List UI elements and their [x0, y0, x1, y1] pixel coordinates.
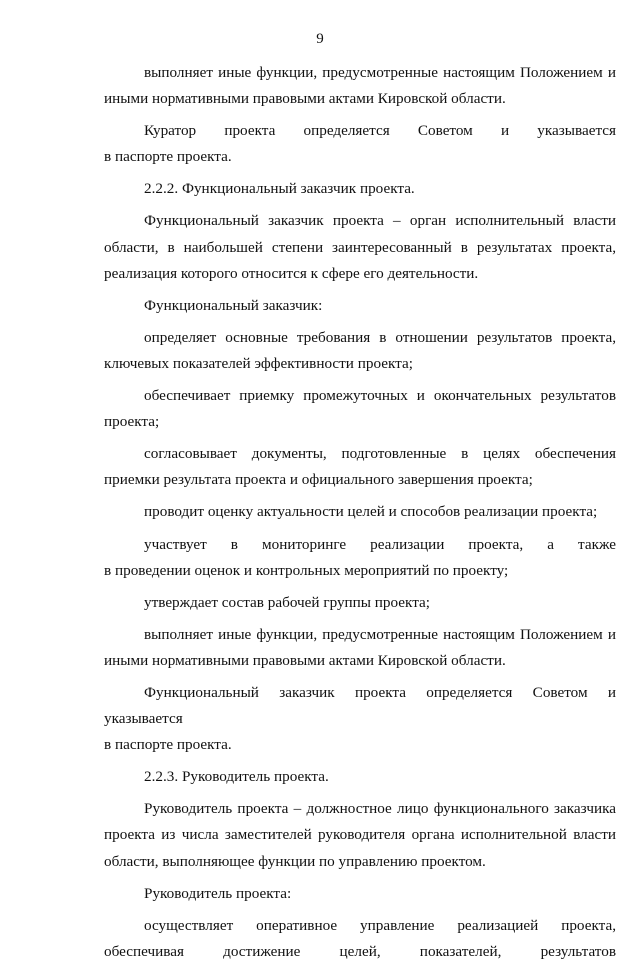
section-heading-functional-customer: 2.2.2. Функциональный заказчик проекта.: [144, 180, 415, 198]
list-item-defines-requirements: определяет основные требования в отношении результатов проекта, ключевых показателей эффективности проекта;: [104, 328, 616, 372]
list-item-approves-documents: согласовывает документы, подготовленные в целях обеспечения приемки результата проекта и официального завершения проекта;: [104, 445, 616, 489]
list-item-ensures-acceptance: обеспечивает приемку промежуточных и окончательных результатов проекта;: [104, 387, 616, 431]
paragraph-other-functions-curator-continued: иными нормативными правовыми актами Кировской области.: [104, 90, 506, 108]
paragraph-curator-determined-continued: в паспорте проекта.: [104, 148, 232, 166]
paragraph-functional-customer-intro: Функциональный заказчик:: [144, 296, 323, 314]
section-heading-project-manager: 2.2.3. Руководитель проекта.: [144, 768, 329, 786]
paragraph-customer-determined-continued: в паспорте проекта.: [104, 736, 232, 754]
paragraph-functional-customer-definition: Функциональный заказчик проекта – орган исполнительный власти области, в наибольшей степени заинтересованный в результатах проекта, реализация которого относится к сфере его деятельности.: [104, 212, 616, 282]
paragraph-other-functions-curator: выполняет иные функции, предусмотренные настоящим Положением и: [144, 64, 616, 81]
document-body: [104, 60, 616, 965]
list-item-other-functions-customer: выполняет иные функции, предусмотренные настоящим Положением и: [144, 625, 616, 643]
list-item-approves-working-group: утверждает состав рабочей группы проекта;: [144, 593, 431, 611]
list-item-evaluates-goals: проводит оценку актуальности целей и способов реализации проекта;: [144, 503, 598, 521]
page-number: 9: [316, 31, 324, 47]
list-item-participates-monitoring-continued: в проведении оценок и контрольных мероприятий по проекту;: [104, 561, 509, 579]
paragraph-curator-determined: Куратор проекта определяется Советом и указывается: [144, 122, 616, 140]
list-item-operational-management: осуществляет оперативное управление реализацией проекта, обеспечивая достижение целей, показателей, результатов: [104, 916, 616, 960]
paragraph-project-manager-definition: Руководитель проекта – должностное лицо функционального заказчика проекта из числа заместителей руководителя органа исполнительной власти области, выполняющее функции по управлению проектом.: [104, 800, 616, 870]
paragraph-project-manager-intro: Руководитель проекта:: [144, 884, 292, 902]
list-item-participates-monitoring: участвует в мониторинге реализации проекта, а также: [144, 535, 616, 553]
list-item-other-functions-customer-continued: иными нормативными правовыми актами Кировской области.: [104, 651, 506, 669]
paragraph-customer-determined: Функциональный заказчик проекта определяется Советом и указывается: [104, 683, 616, 728]
